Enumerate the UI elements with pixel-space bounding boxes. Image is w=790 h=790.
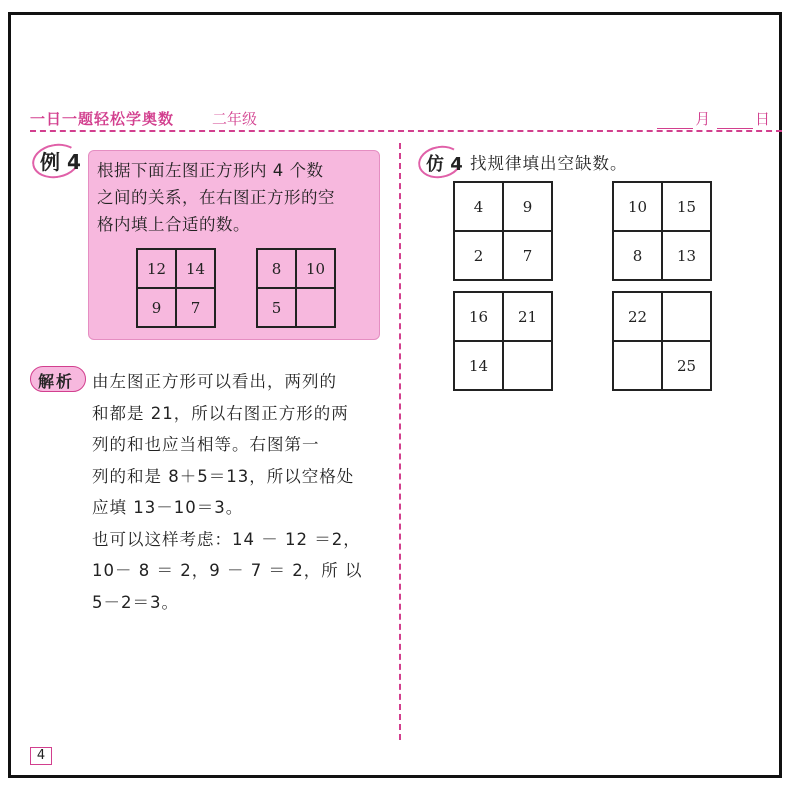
example-problem-box bbox=[88, 150, 380, 340]
grid-cell: 14 bbox=[176, 249, 215, 288]
grid-cell: 8 bbox=[257, 249, 296, 288]
problem-line: 根据下面左图正方形内 4 个数 bbox=[97, 161, 324, 180]
grid-cell: 4 bbox=[454, 182, 503, 231]
grid-cell: 16 bbox=[454, 292, 503, 341]
series-title: 一日一题轻松学奥数 bbox=[30, 110, 175, 128]
analysis-line: 5－2＝3。 bbox=[92, 592, 179, 612]
grade-label: 二年级 bbox=[212, 110, 258, 128]
header-divider bbox=[30, 130, 782, 132]
column-divider bbox=[399, 143, 401, 740]
day-blank bbox=[717, 113, 753, 129]
grid-cell: 14 bbox=[454, 341, 503, 390]
imitate-instruction: 找规律填出空缺数。 bbox=[470, 154, 628, 173]
analysis-text bbox=[92, 366, 382, 618]
page-header bbox=[30, 108, 782, 130]
month-label: 月 bbox=[695, 110, 711, 128]
imitate-grid-3 bbox=[453, 291, 553, 391]
imitate-grid-2 bbox=[612, 181, 712, 281]
imitate-number: 仿 4 bbox=[426, 154, 463, 175]
problem-line: 格内填上合适的数。 bbox=[97, 215, 250, 234]
problem-line: 之间的关系，在右图正方形的空 bbox=[97, 188, 335, 207]
month-blank bbox=[657, 113, 693, 129]
analysis-line: 10－ 8 ＝ 2，9 － 7 ＝ 2，所 以 bbox=[92, 561, 363, 580]
analysis-line: 应填 13－10＝3。 bbox=[92, 498, 244, 517]
analysis-line: 由左图正方形可以看出，两列的 bbox=[92, 372, 337, 391]
imitate-grid-1 bbox=[453, 181, 553, 281]
grid-cell: 12 bbox=[137, 249, 176, 288]
grid-cell: 5 bbox=[257, 288, 296, 327]
grid-cell-blank bbox=[613, 341, 662, 390]
grid-cell: 15 bbox=[662, 182, 711, 231]
example-right-grid bbox=[256, 248, 336, 328]
grid-cell: 10 bbox=[613, 182, 662, 231]
page-number: 4 bbox=[30, 747, 52, 765]
grid-cell: 9 bbox=[503, 182, 552, 231]
grid-cell-blank bbox=[296, 288, 335, 327]
grid-cell: 25 bbox=[662, 341, 711, 390]
grid-cell: 7 bbox=[503, 231, 552, 280]
grid-cell: 8 bbox=[613, 231, 662, 280]
grid-cell: 7 bbox=[176, 288, 215, 327]
analysis-line: 列的和是 8＋5＝13，所以空格处 bbox=[92, 466, 355, 486]
grid-cell-blank bbox=[503, 341, 552, 390]
analysis-line: 和都是 21，所以右图正方形的两 bbox=[92, 403, 349, 423]
analysis-label-text: 解析 bbox=[38, 372, 75, 391]
example-label bbox=[32, 142, 88, 178]
analysis-label bbox=[30, 366, 88, 394]
grid-cell: 13 bbox=[662, 231, 711, 280]
day-label: 日 bbox=[754, 110, 770, 128]
imitate-grid-4 bbox=[612, 291, 712, 391]
analysis-line: 列的和也应当相等。右图第一 bbox=[92, 435, 320, 454]
date-field bbox=[655, 108, 770, 129]
grid-cell-blank bbox=[662, 292, 711, 341]
grid-cell: 21 bbox=[503, 292, 552, 341]
grid-cell: 10 bbox=[296, 249, 335, 288]
problem-text bbox=[97, 157, 379, 238]
grid-cell: 22 bbox=[613, 292, 662, 341]
example-number: 例 4 bbox=[40, 150, 81, 174]
grid-cell: 2 bbox=[454, 231, 503, 280]
imitate-label bbox=[418, 146, 472, 180]
grid-cell: 9 bbox=[137, 288, 176, 327]
example-left-grid bbox=[136, 248, 216, 328]
analysis-line: 也可以这样考虑：14 － 12 ＝2， bbox=[92, 529, 361, 549]
